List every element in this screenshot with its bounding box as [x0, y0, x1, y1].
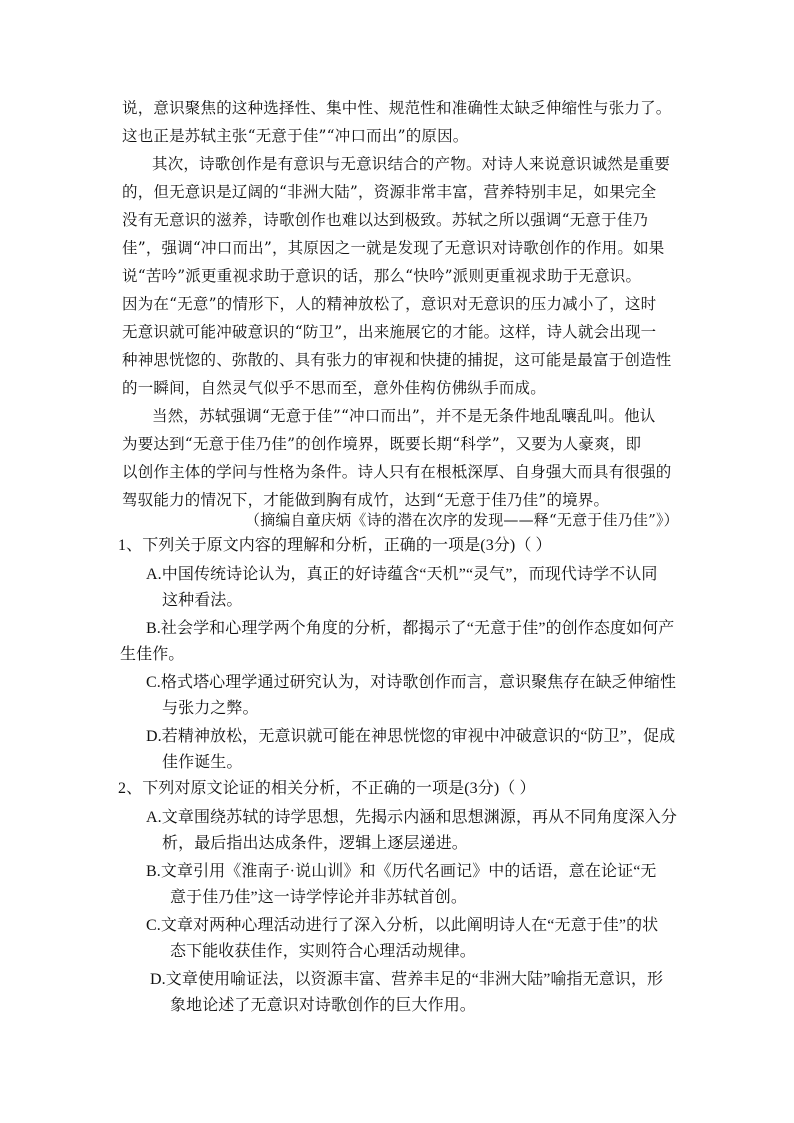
passage-source: （摘编自童庆炳《诗的潜在次序的发现——释“无意于佳乃佳”》） [245, 511, 679, 529]
passage-line: 其次，诗歌创作是有意识与无意识结合的产物。对诗人来说意识诚然是重要 [152, 155, 671, 173]
passage-line: 无意识就可能冲破意识的“防卫”，出来施展它的才能。这样，诗人就会出现一 [122, 323, 657, 341]
option-b-line-2: 生佳作。 [120, 646, 185, 663]
question-stem: 1、下列关于原文内容的理解和分析，正确的一项是(3分)（ ） [118, 537, 552, 554]
passage-line: 为要达到“无意于佳乃佳”的创作境界，既要长期“科学”，又要为人豪爽，即 [122, 435, 642, 453]
passage-line: 没有无意识的滋养，诗歌创作也难以达到极致。苏轼之所以强调“无意于佳乃 [122, 211, 649, 229]
option-c-line-1: C.文章对两种心理活动进行了深入分析，以此阐明诗人在“无意于佳”的状 [146, 917, 659, 934]
passage-line: 佳”，强调“冲口而出”，其原因之一就是发现了无意识对诗歌创作的作用。如果 [122, 239, 665, 257]
option-c-line-1: C.格式塔心理学通过研究认为，对诗歌创作而言，意识聚焦存在缺乏伸缩性 [146, 674, 677, 691]
option-b-line-1: B.文章引用《淮南子·说山训》和《历代名画记》中的话语，意在论证“无 [146, 863, 657, 880]
option-d-line-1: D.若精神放松，无意识就可能在神思恍惚的审视中冲破意识的“防卫”，促成 [146, 728, 676, 745]
option-a-line-2: 这种看法。 [162, 592, 243, 609]
passage-line: 驾驭能力的情况下，才能做到胸有成竹，达到“无意于佳乃佳”的境界。 [122, 491, 610, 509]
option-c-line-2: 态下能收获佳作，实则符合心理活动规律。 [170, 943, 476, 960]
passage-line: 说，意识聚焦的这种选择性、集中性、规范性和准确性太缺乏伸缩性与张力了。 [122, 99, 672, 117]
passage-line: 因为在“无意”的情形下，人的精神放松了，意识对无意识的压力减小了，这时 [122, 295, 657, 313]
passage-line: 说“苦吟”派更重视求助于意识的话，那么“快吟”派则更重视求助于无意识。 [122, 267, 642, 285]
option-b-line-2: 意于佳乃佳”这一诗学悖论并非苏轼首创。 [170, 889, 468, 906]
question-stem: 2、下列对原文论证的相关分析，不正确的一项是(3分)（ ） [118, 780, 536, 797]
option-d-line-2: 佳作诞生。 [162, 754, 243, 771]
option-d-line-1: D.文章使用喻证法，以资源丰富、营养丰足的“非洲大陆”喻指无意识，形 [150, 971, 664, 988]
passage-line: 种神思恍惚的、弥散的、具有张力的审视和快捷的捕捉，这可能是最富于创造性 [122, 351, 672, 369]
option-a-line-1: A.文章围绕苏轼的诗学思想，先揭示内涵和思想渊源，再从不同角度深入分 [146, 809, 677, 826]
passage-line: 以创作主体的学问与性格为条件。诗人只有在根柢深厚、自身强大而具有很强的 [122, 463, 672, 481]
option-c-line-2: 与张力之弊。 [162, 700, 259, 717]
passage-line: 当然，苏轼强调“无意于佳”“冲口而出”，并不是无条件地乱嚷乱叫。他认 [152, 407, 656, 425]
option-a-line-2: 析，最后指出达成条件，逻辑上逐层递进。 [162, 835, 468, 852]
option-d-line-2: 象地论述了无意识对诗歌创作的巨大作用。 [170, 997, 476, 1014]
option-a-line-1: A.中国传统诗论认为，真正的好诗蕴含“天机”“灵气”，而现代诗学不认同 [146, 566, 658, 583]
passage-line: 的一瞬间，自然灵气似乎不思而至，意外佳构仿佛纵手而成。 [122, 379, 546, 397]
passage-line: 这也正是苏轼主张“无意于佳”“冲口而出”的原因。 [122, 127, 469, 145]
option-b-line-1: B.社会学和心理学两个角度的分析，都揭示了“无意于佳”的创作态度如何产 [146, 620, 675, 637]
passage-line: 的，但无意识是辽阔的“非洲大陆”，资源非常丰富，营养特别丰足，如果完全 [122, 183, 657, 201]
